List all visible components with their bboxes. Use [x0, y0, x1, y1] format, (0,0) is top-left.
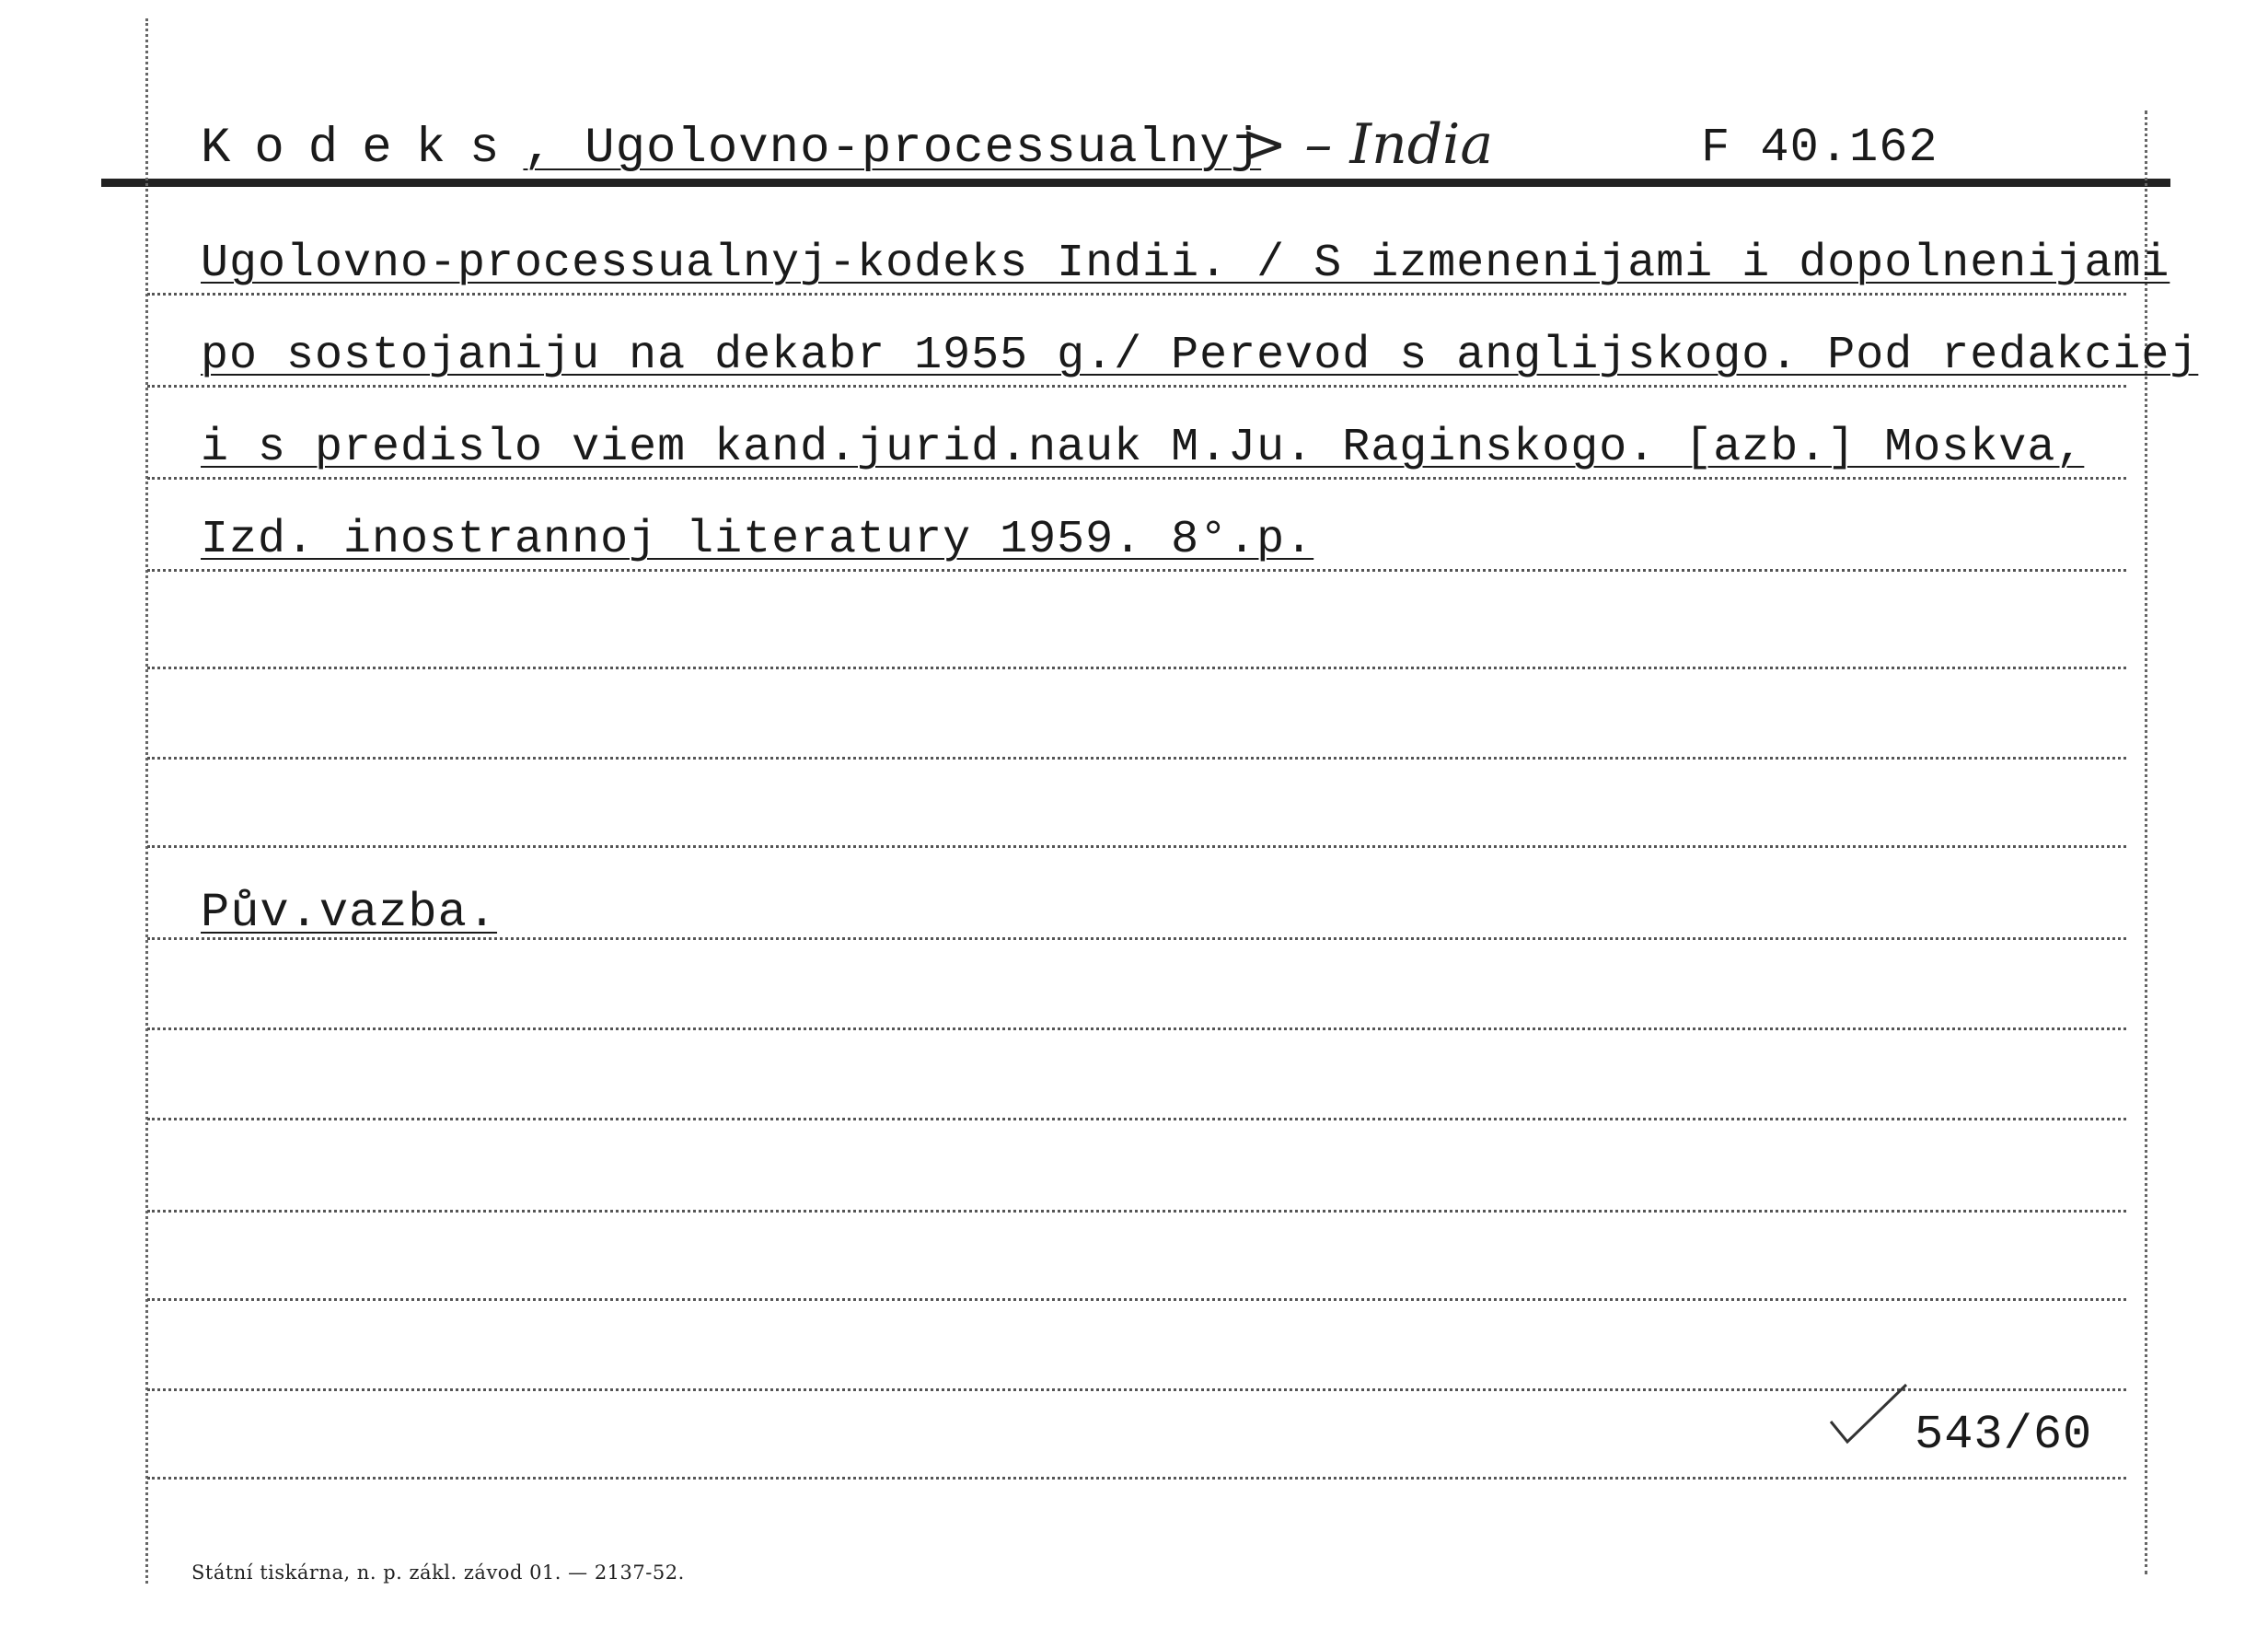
accession-number: 543/60: [1915, 1408, 2093, 1462]
ruled-line: [147, 293, 2126, 296]
description-line-1: Ugolovno-processualnyj-kodeks Indii. / S izmenenijami i dopolnenijami: [201, 238, 2170, 290]
ruled-line: [147, 1477, 2126, 1480]
ruled-line: [147, 1118, 2126, 1120]
ruled-line: [147, 477, 2126, 480]
ruled-line: [147, 569, 2126, 572]
heading-main-entry: Kodeks: [201, 121, 524, 177]
call-number: F 40.162: [1701, 121, 1938, 175]
printer-imprint: Státní tiskárna, n. p. zákl. závod 01. — 2137-52.: [191, 1561, 685, 1584]
checkmark-icon: [1827, 1381, 1910, 1445]
ruled-line: [147, 845, 2126, 848]
binding-note: Pův.vazba.: [201, 886, 498, 940]
description-line-3: i s predislo viem kand.jurid.nauk M.Ju. Raginskogo. [azb.] Moskva,: [201, 422, 2085, 474]
ruled-line: [147, 1298, 2126, 1301]
ruled-line: [147, 1210, 2126, 1213]
handwritten-annotation: > – India: [1241, 112, 1494, 177]
ruled-line: [147, 757, 2126, 760]
left-margin-line: [145, 18, 148, 1584]
heading-subentry: , Ugolovno-processualnyj: [523, 121, 1262, 177]
header-rule: [101, 179, 2170, 187]
description-line-2: po sostojaniju na dekabr 1955 g./ Perevod s anglijskogo. Pod redakciej: [201, 330, 2199, 382]
ruled-line: [147, 1027, 2126, 1030]
ruled-line: [147, 667, 2126, 669]
heading: [201, 121, 1262, 177]
ruled-line: [147, 385, 2126, 388]
description-line-4: Izd. inostrannoj literatury 1959. 8°.p.: [201, 514, 1314, 566]
